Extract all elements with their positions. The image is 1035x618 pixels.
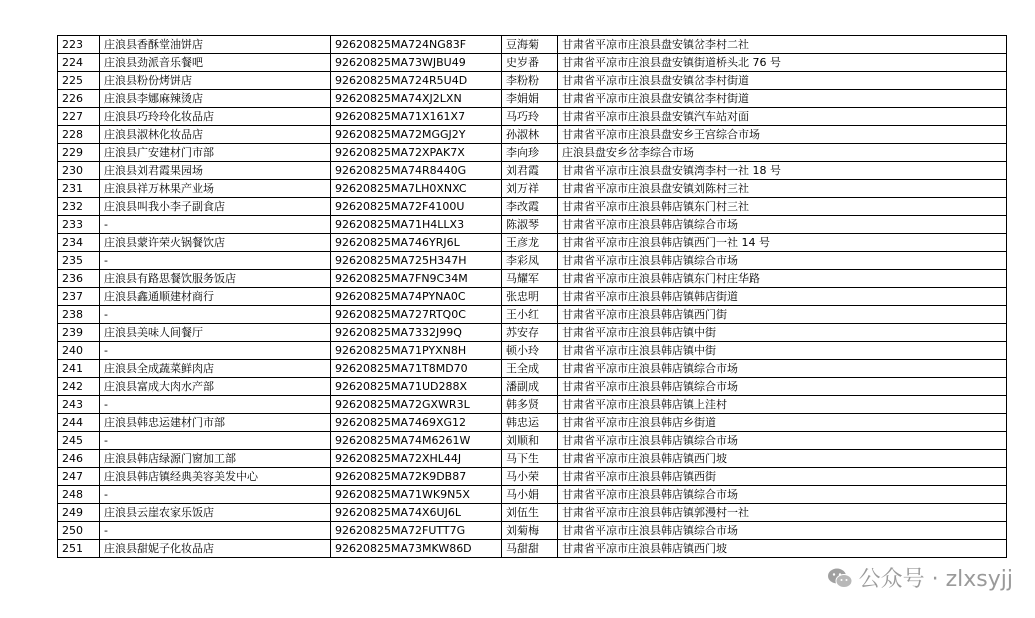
wechat-icon [827,567,853,589]
cell-no: 226 [58,90,100,108]
cell-code: 92620825MA7LH0XNXC [331,180,502,198]
registry-table-body [58,36,1007,558]
cell-name: 庄浪县粉份烤饼店 [100,72,331,90]
cell-no: 244 [58,414,100,432]
cell-person: 马小荣 [502,468,558,486]
cell-no: 223 [58,36,100,54]
cell-code: 92620825MA72K9DB87 [331,468,502,486]
cell-no: 227 [58,108,100,126]
registry-table-container [57,35,1007,558]
table-row [58,504,1007,522]
table-row [58,54,1007,72]
cell-name: 庄浪县淑林化妆品店 [100,126,331,144]
cell-person: 顿小玲 [502,342,558,360]
table-row [58,72,1007,90]
cell-no: 245 [58,432,100,450]
cell-person: 李粉粉 [502,72,558,90]
cell-code: 92620825MA74M6261W [331,432,502,450]
cell-name: 庄浪县鑫通顺建材商行 [100,288,331,306]
cell-code: 92620825MA72XHL44J [331,450,502,468]
cell-address: 甘肃省平凉市庄浪县盘安镇汽车站对面 [558,108,1007,126]
table-row [58,144,1007,162]
cell-address: 甘肃省平凉市庄浪县韩店镇西门一社 14 号 [558,234,1007,252]
cell-no: 228 [58,126,100,144]
table-row [58,216,1007,234]
cell-code: 92620825MA71UD288X [331,378,502,396]
cell-code: 92620825MA7469XG12 [331,414,502,432]
cell-person: 李彩凤 [502,252,558,270]
table-row [58,288,1007,306]
table-row [58,162,1007,180]
table-row [58,90,1007,108]
cell-code: 92620825MA7FN9C34M [331,270,502,288]
cell-name: 庄浪县韩忠运建材门市部 [100,414,331,432]
cell-code: 92620825MA71PYXN8H [331,342,502,360]
cell-no: 241 [58,360,100,378]
cell-address: 甘肃省平凉市庄浪县盘安镇街道桥头北 76 号 [558,54,1007,72]
cell-person: 刘伍生 [502,504,558,522]
cell-person: 王全成 [502,360,558,378]
cell-person: 孙淑林 [502,126,558,144]
cell-address: 甘肃省平凉市庄浪县韩店镇综合市场 [558,432,1007,450]
cell-no: 249 [58,504,100,522]
cell-no: 229 [58,144,100,162]
cell-no: 246 [58,450,100,468]
cell-address: 甘肃省平凉市庄浪县韩店镇西门坡 [558,540,1007,558]
cell-address: 甘肃省平凉市庄浪县韩店镇综合市场 [558,378,1007,396]
cell-no: 237 [58,288,100,306]
cell-address: 甘肃省平凉市庄浪县盘安镇湾李村一社 18 号 [558,162,1007,180]
cell-name: 庄浪县有路思餐饮服务饭店 [100,270,331,288]
cell-no: 248 [58,486,100,504]
cell-address: 甘肃省平凉市庄浪县韩店镇综合市场 [558,522,1007,540]
cell-name: 庄浪县李娜麻辣烫店 [100,90,331,108]
cell-name: 庄浪县美味人间餐厅 [100,324,331,342]
cell-code: 92620825MA72GXWR3L [331,396,502,414]
cell-code: 92620825MA73MKW86D [331,540,502,558]
cell-code: 92620825MA74R8440G [331,162,502,180]
cell-address: 甘肃省平凉市庄浪县韩店镇中街 [558,324,1007,342]
cell-code: 92620825MA73WJBU49 [331,54,502,72]
cell-address: 庄浪县盘安乡岔李综合市场 [558,144,1007,162]
cell-code: 92620825MA72XPAK7X [331,144,502,162]
cell-name: 庄浪县韩店镇经典美容美发中心 [100,468,331,486]
cell-code: 92620825MA746YRJ6L [331,234,502,252]
cell-person: 马小娟 [502,486,558,504]
cell-address: 甘肃省平凉市庄浪县韩店乡街道 [558,414,1007,432]
cell-code: 92620825MA74XJ2LXN [331,90,502,108]
cell-name: 庄浪县全成蔬菜鲜肉店 [100,360,331,378]
table-row [58,450,1007,468]
cell-address: 甘肃省平凉市庄浪县韩店镇西街 [558,468,1007,486]
cell-name: - [100,486,331,504]
cell-name: 庄浪县广安建材门市部 [100,144,331,162]
cell-name: - [100,342,331,360]
cell-person: 马巧玲 [502,108,558,126]
cell-code: 92620825MA727RTQ0C [331,306,502,324]
cell-name: 庄浪县劲派音乐餐吧 [100,54,331,72]
cell-no: 250 [58,522,100,540]
table-row [58,306,1007,324]
cell-person: 李娟娟 [502,90,558,108]
cell-address: 甘肃省平凉市庄浪县盘安镇岔李村街道 [558,90,1007,108]
cell-person: 潘副成 [502,378,558,396]
cell-person: 马下生 [502,450,558,468]
cell-person: 马甜甜 [502,540,558,558]
cell-no: 235 [58,252,100,270]
cell-name: 庄浪县叫我小李子副食店 [100,198,331,216]
table-row [58,180,1007,198]
cell-no: 236 [58,270,100,288]
cell-no: 232 [58,198,100,216]
cell-name: 庄浪县蒙许荣火锅餐饮店 [100,234,331,252]
cell-person: 王彦龙 [502,234,558,252]
table-row [58,36,1007,54]
cell-name: 庄浪县巧玲玲化妆品店 [100,108,331,126]
cell-person: 韩忠运 [502,414,558,432]
cell-address: 甘肃省平凉市庄浪县韩店镇郭漫村一社 [558,504,1007,522]
cell-no: 247 [58,468,100,486]
cell-address: 甘肃省平凉市庄浪县韩店镇西门坡 [558,450,1007,468]
cell-address: 甘肃省平凉市庄浪县盘安镇岔李村二社 [558,36,1007,54]
table-row [58,198,1007,216]
cell-address: 甘肃省平凉市庄浪县盘安镇刘陈村三社 [558,180,1007,198]
table-row [58,522,1007,540]
cell-person: 刘君霞 [502,162,558,180]
cell-name: - [100,432,331,450]
cell-no: 225 [58,72,100,90]
cell-name: 庄浪县祥万林果产业场 [100,180,331,198]
table-row [58,360,1007,378]
cell-person: 苏安存 [502,324,558,342]
table-row [58,252,1007,270]
table-row [58,270,1007,288]
cell-address: 甘肃省平凉市庄浪县韩店镇中街 [558,342,1007,360]
cell-name: 庄浪县香酥堂油饼店 [100,36,331,54]
cell-code: 92620825MA71T8MD70 [331,360,502,378]
cell-name: - [100,252,331,270]
cell-person: 史岁番 [502,54,558,72]
cell-code: 92620825MA74PYNA0C [331,288,502,306]
table-row [58,126,1007,144]
cell-code: 92620825MA72F4100U [331,198,502,216]
table-row [58,108,1007,126]
cell-address: 甘肃省平凉市庄浪县韩店镇综合市场 [558,360,1007,378]
registry-table [57,35,1007,558]
table-row [58,468,1007,486]
cell-no: 243 [58,396,100,414]
cell-code: 92620825MA72FUTT7G [331,522,502,540]
cell-person: 韩多贤 [502,396,558,414]
cell-name: 庄浪县富成大肉水产部 [100,378,331,396]
table-row [58,414,1007,432]
cell-address: 甘肃省平凉市庄浪县韩店镇东门村三社 [558,198,1007,216]
cell-no: 242 [58,378,100,396]
table-row [58,378,1007,396]
cell-address: 甘肃省平凉市庄浪县韩店镇综合市场 [558,216,1007,234]
cell-address: 甘肃省平凉市庄浪县韩店镇综合市场 [558,252,1007,270]
cell-no: 230 [58,162,100,180]
cell-no: 231 [58,180,100,198]
cell-name: - [100,216,331,234]
cell-code: 92620825MA72MGGJ2Y [331,126,502,144]
cell-address: 甘肃省平凉市庄浪县韩店镇东门村庄华路 [558,270,1007,288]
cell-no: 234 [58,234,100,252]
cell-person: 豆海菊 [502,36,558,54]
cell-person: 张忠明 [502,288,558,306]
cell-address: 甘肃省平凉市庄浪县盘安镇岔李村街道 [558,72,1007,90]
cell-no: 238 [58,306,100,324]
table-row [58,540,1007,558]
table-row [58,486,1007,504]
cell-name: 庄浪县云崖农家乐饭店 [100,504,331,522]
watermark [827,562,1013,593]
cell-address: 甘肃省平凉市庄浪县韩店镇西门街 [558,306,1007,324]
cell-no: 224 [58,54,100,72]
cell-code: 92620825MA725H347H [331,252,502,270]
cell-code: 92620825MA71H4LLX3 [331,216,502,234]
table-row [58,342,1007,360]
cell-code: 92620825MA74X6UJ6L [331,504,502,522]
cell-address: 甘肃省平凉市庄浪县韩店镇综合市场 [558,486,1007,504]
cell-person: 刘顺和 [502,432,558,450]
cell-address: 甘肃省平凉市庄浪县盘安乡王宫综合市场 [558,126,1007,144]
cell-name: - [100,522,331,540]
cell-code: 92620825MA7332J99Q [331,324,502,342]
cell-code: 92620825MA724NG83F [331,36,502,54]
cell-address: 甘肃省平凉市庄浪县韩店镇韩店街道 [558,288,1007,306]
cell-person: 王小红 [502,306,558,324]
table-row [58,396,1007,414]
cell-code: 92620825MA71X161X7 [331,108,502,126]
cell-person: 马耀军 [502,270,558,288]
cell-person: 李向珍 [502,144,558,162]
cell-name: - [100,306,331,324]
cell-no: 239 [58,324,100,342]
cell-name: 庄浪县韩店绿源门窗加工部 [100,450,331,468]
cell-name: - [100,396,331,414]
cell-name: 庄浪县刘君霞果园场 [100,162,331,180]
cell-person: 陈淑琴 [502,216,558,234]
cell-person: 刘菊梅 [502,522,558,540]
table-row [58,324,1007,342]
watermark-text: 公众号 · zlxsyjj [858,567,1013,592]
table-row [58,234,1007,252]
cell-no: 240 [58,342,100,360]
cell-address: 甘肃省平凉市庄浪县韩店镇上洼村 [558,396,1007,414]
cell-no: 233 [58,216,100,234]
cell-no: 251 [58,540,100,558]
cell-name: 庄浪县甜妮子化妆品店 [100,540,331,558]
cell-code: 92620825MA724R5U4D [331,72,502,90]
cell-person: 刘万祥 [502,180,558,198]
cell-person: 李改霞 [502,198,558,216]
table-row [58,432,1007,450]
cell-code: 92620825MA71WK9N5X [331,486,502,504]
